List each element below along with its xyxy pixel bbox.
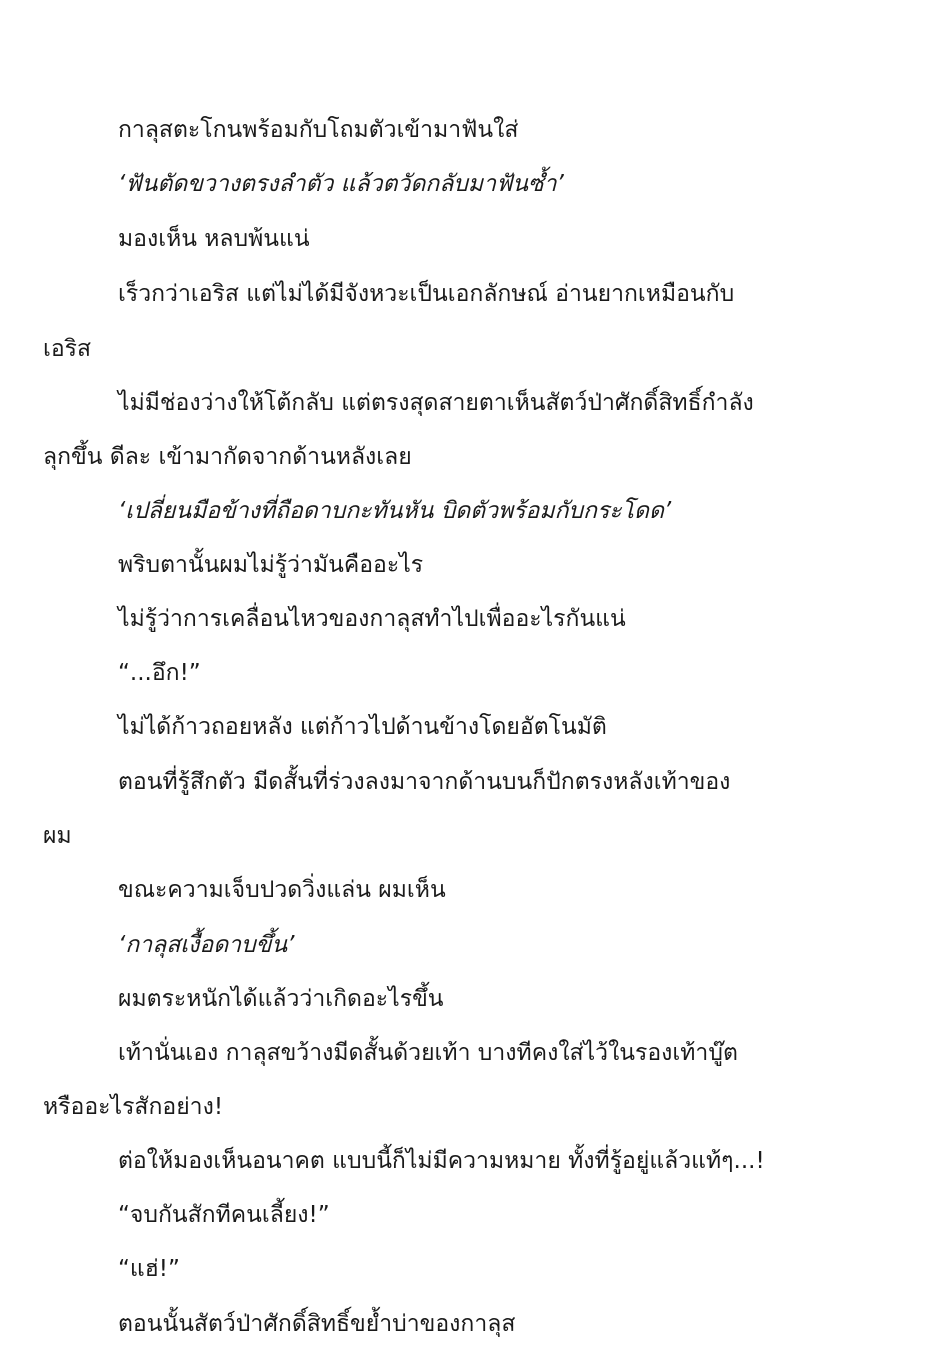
text-line: ต่อให้มองเห็นอนาคต แบบนี้ก็ไม่มีความหมาย ทั้งที่รู้อยู่แล้วแท้ๆ...! xyxy=(118,1148,765,1174)
text-line-italic: ‘เปลี่ยนมือข้างที่ถือดาบกะทันหัน บิดตัวพร้อมกับกระโดด’ xyxy=(118,498,672,524)
text-line: ไม่รู้ว่าการเคลื่อนไหวของกาลุสทำไปเพื่ออะไรกันแน่ xyxy=(118,606,626,632)
text-line: หรืออะไรสักอย่าง! xyxy=(43,1094,224,1120)
text-line: ตอนที่รู้สึกตัว มีดสั้นที่ร่วงลงมาจากด้านบนก็ปักตรงหลังเท้าของ xyxy=(118,769,731,795)
text-line: ไม่มีช่องว่างให้โต้กลับ แต่ตรงสุดสายตาเห็นสัตว์ป่าศักดิ์สิทธิ์กำลัง xyxy=(118,390,754,416)
text-line: “จบกันสักทีคนเลี้ยง!” xyxy=(118,1202,330,1228)
text-line: พริบตานั้นผมไม่รู้ว่ามันคืออะไร xyxy=(118,552,424,578)
text-line: ไม่ได้ก้าวถอยหลัง แต่ก้าวไปด้านข้างโดยอัตโนมัติ xyxy=(118,714,607,740)
text-line: “แฮ่!” xyxy=(118,1256,180,1282)
text-line: ตอนนั้นสัตว์ป่าศักดิ์สิทธิ์ขย้ำบ่าของกาลุส xyxy=(118,1311,516,1337)
text-line: ขณะความเจ็บปวดวิ่งแล่น ผมเห็น xyxy=(118,877,446,903)
text-line: เอริส xyxy=(43,336,92,362)
text-line: ลุกขึ้น ดีละ เข้ามากัดจากด้านหลังเลย xyxy=(43,444,412,470)
text-line: ผมตระหนักได้แล้วว่าเกิดอะไรขึ้น xyxy=(118,986,444,1012)
text-line: ผม xyxy=(43,823,72,849)
text-line: เท้านั่นเอง กาลุสขว้างมีดสั้นด้วยเท้า บางทีคงใส่ไว้ในรองเท้าบู๊ต xyxy=(118,1040,738,1066)
text-line: “...อึก!” xyxy=(118,660,201,686)
text-line: กาลุสตะโกนพร้อมกับโถมตัวเข้ามาฟันใส่ xyxy=(118,117,519,143)
text-line-italic: ‘ฟันตัดขวางตรงลำตัว แล้วตวัดกลับมาฟันซ้ำ’ xyxy=(118,171,564,197)
text-line-italic: ‘กาลุสเงื้อดาบขึ้น’ xyxy=(118,932,295,958)
text-line: มองเห็น หลบพ้นแน่ xyxy=(118,226,310,252)
text-line: เร็วกว่าเอริส แต่ไม่ได้มีจังหวะเป็นเอกลักษณ์ อ่านยากเหมือนกับ xyxy=(118,281,735,307)
